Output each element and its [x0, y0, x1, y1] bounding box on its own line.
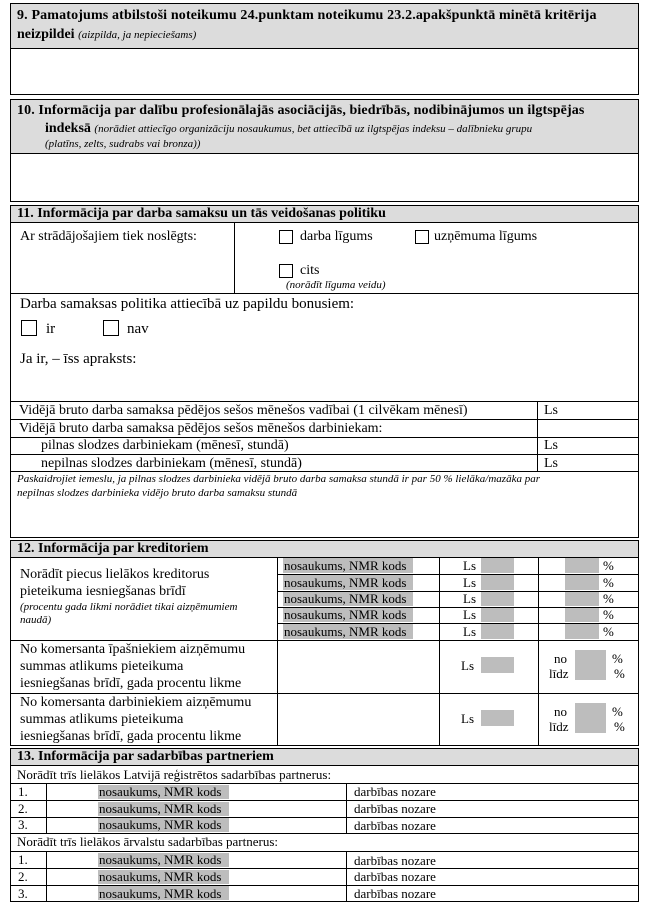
section-10-title-line1: 10. Informācija par dalību profesionālajās asociācijās, biedrībās, nodibinājumos un ilgtspējas — [17, 103, 585, 118]
checkbox-bonus-no[interactable] — [103, 320, 119, 336]
other-contract-note: (norādīt līguma veidu) — [286, 279, 386, 291]
enterprise-contract-label: uzņēmuma līgums — [434, 229, 538, 244]
employees-label-line1: No komersanta darbiniekiem aizņēmumu — [20, 695, 252, 710]
currency-ls: Ls — [463, 558, 476, 573]
percent-label: % — [603, 591, 614, 606]
contract-label: Ar strādājošajiem tiek noslēgts: — [20, 229, 197, 244]
full-time-label: pilnas slodzes darbiniekam (mēnesī, stundā) — [41, 438, 289, 453]
explain-note-line2: nepilnas slodzes darbinieka vidējo bruto darba samaksu stundā — [17, 487, 298, 499]
amount-field[interactable] — [481, 592, 514, 606]
owners-amount-field[interactable] — [481, 657, 514, 673]
currency-ls: Ls — [461, 658, 474, 673]
bonus-yes-label: ir — [46, 321, 56, 337]
checkbox-other-contract[interactable] — [279, 264, 293, 278]
section-10-note-line2: (platīns, zelts, sudrabs vai bronza)) — [45, 138, 201, 150]
checkbox-employment-contract[interactable] — [279, 230, 293, 244]
employees-rate-to-field[interactable] — [575, 719, 606, 733]
name-code-label: nosaukums, NMR kods — [99, 869, 222, 884]
currency-ls: Ls — [463, 607, 476, 622]
divider — [10, 640, 639, 641]
rate-field[interactable] — [565, 575, 599, 590]
divider — [538, 557, 539, 746]
percent-label: % — [614, 719, 625, 734]
part-time-label: nepilnas slodzes darbiniekam (mēnesī, stundā) — [41, 456, 302, 471]
bonus-question: Darba samaksas politika attiecībā uz papildu bonusiem: — [20, 296, 355, 312]
percent-label: % — [612, 704, 623, 719]
divider — [10, 293, 639, 294]
row-number: 1. — [18, 784, 28, 799]
divider — [10, 454, 639, 455]
activity-label[interactable]: darbības nozare — [354, 818, 436, 833]
bonus-no-label: nav — [127, 321, 149, 337]
name-code-label: nosaukums, NMR kods — [284, 607, 407, 622]
activity-label[interactable]: darbības nozare — [354, 801, 436, 816]
creditors-note-line1: (procentu gada likmi norādiet tikai aizņēmumiem — [20, 601, 238, 613]
row-number: 1. — [18, 852, 28, 867]
activity-label[interactable]: darbības nozare — [354, 869, 436, 884]
row-number: 3. — [18, 817, 28, 832]
explain-input[interactable] — [11, 501, 638, 537]
foreign-partners-label: Norādīt trīs lielākos ārvalstu sadarbības partnerus: — [17, 834, 279, 849]
from-label: no — [554, 651, 567, 666]
percent-label: % — [603, 624, 614, 639]
currency-ls[interactable]: Ls — [544, 403, 558, 418]
row-number: 3. — [18, 886, 28, 901]
divider — [10, 693, 639, 694]
section-9-input[interactable] — [10, 48, 639, 95]
divider — [10, 401, 639, 402]
owners-label-line3: iesniegšanas brīdī, gada procentu likme — [20, 676, 242, 691]
rate-field[interactable] — [565, 624, 599, 639]
avg-salary-management: Vidējā bruto darba samaksa pēdējos sešos mēnešos vadībai (1 cilvēkam mēnesī) — [19, 403, 468, 418]
divider — [234, 222, 235, 294]
employees-amount-field[interactable] — [481, 710, 514, 726]
avg-salary-staff: Vidējā bruto darba samaksa pēdējos sešos mēnešos darbiniekam: — [19, 421, 383, 436]
rate-field[interactable] — [565, 592, 599, 606]
owners-rate-to-field[interactable] — [575, 666, 606, 680]
divider — [46, 851, 47, 901]
amount-field[interactable] — [481, 608, 514, 622]
checkbox-bonus-yes[interactable] — [21, 320, 37, 336]
amount-field[interactable] — [481, 558, 514, 573]
checkbox-enterprise-contract[interactable] — [415, 230, 429, 244]
divider — [277, 557, 278, 746]
name-code-label: nosaukums, NMR kods — [284, 624, 407, 639]
currency-ls[interactable]: Ls — [544, 438, 558, 453]
activity-label[interactable]: darbības nozare — [354, 853, 436, 868]
employees-label-line3: iesniegšanas brīdī, gada procentu likme — [20, 729, 242, 744]
section-12-title: 12. Informācija par kreditoriem — [17, 541, 209, 556]
owners-label-line2: summas atlikums pieteikuma — [20, 659, 184, 674]
explain-note-line1: Paskaidrojiet iemeslu, ja pilnas slodzes darbinieka vidējā bruto darba samaksa stundā ir par 50 % lielāka/mazāka par — [17, 473, 540, 485]
bonus-description-input[interactable] — [11, 370, 638, 401]
percent-label: % — [603, 575, 614, 590]
owners-label-line1: No komersanta īpašniekiem aizņēmumu — [20, 642, 246, 657]
amount-field[interactable] — [481, 624, 514, 639]
section-9-title-line1: 9. Pamatojums atbilstoši noteikumu 24.punktam noteikumu 23.2.apakšpunktā minētā kritērija — [17, 8, 597, 23]
name-code-label: nosaukums, NMR kods — [99, 886, 222, 901]
employees-rate-from-field[interactable] — [575, 703, 606, 719]
rate-field[interactable] — [565, 608, 599, 622]
name-code-label: nosaukums, NMR kods — [284, 575, 407, 590]
name-code-label: nosaukums, NMR kods — [99, 784, 222, 799]
section-9-title-line2 — [17, 27, 196, 43]
name-code-label: nosaukums, NMR kods — [99, 817, 222, 832]
divider — [346, 851, 347, 901]
section-10-note-line1: (norādiet attiecīgo organizāciju nosaukumus, bet attiecībā uz ilgtspējas indeksu – dalībnieku grupu — [94, 123, 533, 135]
divider — [10, 419, 639, 420]
divider — [439, 557, 440, 746]
percent-label: % — [612, 651, 623, 666]
amount-field[interactable] — [481, 575, 514, 590]
divider — [346, 783, 347, 833]
to-label: līdz — [549, 719, 569, 734]
row-number: 2. — [18, 869, 28, 884]
divider — [537, 401, 538, 471]
employees-label-line2: summas atlikums pieteikuma — [20, 712, 184, 727]
section-9-note: (aizpilda, ja nepieciešams) — [78, 29, 197, 41]
divider — [46, 783, 47, 833]
currency-ls[interactable]: Ls — [544, 456, 558, 471]
percent-label: % — [614, 666, 625, 681]
section-10-title-line2 — [45, 121, 532, 137]
section-9-title-word: neizpildei — [17, 27, 75, 42]
percent-label: % — [603, 558, 614, 573]
section-10-title-word: indeksā — [45, 121, 91, 136]
currency-ls: Ls — [463, 591, 476, 606]
latvian-partners-label: Norādīt trīs lielākos Latvijā reģistrētos sadarbības partnerus: — [17, 767, 332, 782]
currency-ls: Ls — [463, 575, 476, 590]
percent-label: % — [603, 607, 614, 622]
currency-ls: Ls — [461, 711, 474, 726]
bonus-description-label: Ja ir, – īss apraksts: — [20, 351, 137, 367]
name-code-label: nosaukums, NMR kods — [99, 801, 222, 816]
section-11-title: 11. Informācija par darba samaksu un tās veidošanas politiku — [17, 206, 386, 221]
rate-field[interactable] — [565, 558, 599, 573]
activity-label[interactable]: darbības nozare — [354, 886, 436, 901]
name-code-label: nosaukums, NMR kods — [284, 558, 407, 573]
creditors-note-line2: naudā) — [20, 614, 52, 626]
section-13-title: 13. Informācija par sadarbības partneriem — [17, 749, 274, 764]
owners-rate-from-field[interactable] — [575, 650, 606, 666]
creditors-label-line1: Norādīt piecus lielākos kreditorus — [20, 567, 210, 582]
section-10-input[interactable] — [10, 153, 639, 202]
to-label: līdz — [549, 666, 569, 681]
from-label: no — [554, 704, 567, 719]
creditors-label-line2: pieteikuma iesniegšanas brīdī — [20, 584, 186, 599]
name-code-label: nosaukums, NMR kods — [284, 591, 407, 606]
name-code-label: nosaukums, NMR kods — [99, 852, 222, 867]
row-number: 2. — [18, 801, 28, 816]
currency-ls: Ls — [463, 624, 476, 639]
activity-label[interactable]: darbības nozare — [354, 784, 436, 799]
employment-contract-label: darba līgums — [300, 229, 373, 244]
other-contract-label: cits — [300, 263, 320, 278]
